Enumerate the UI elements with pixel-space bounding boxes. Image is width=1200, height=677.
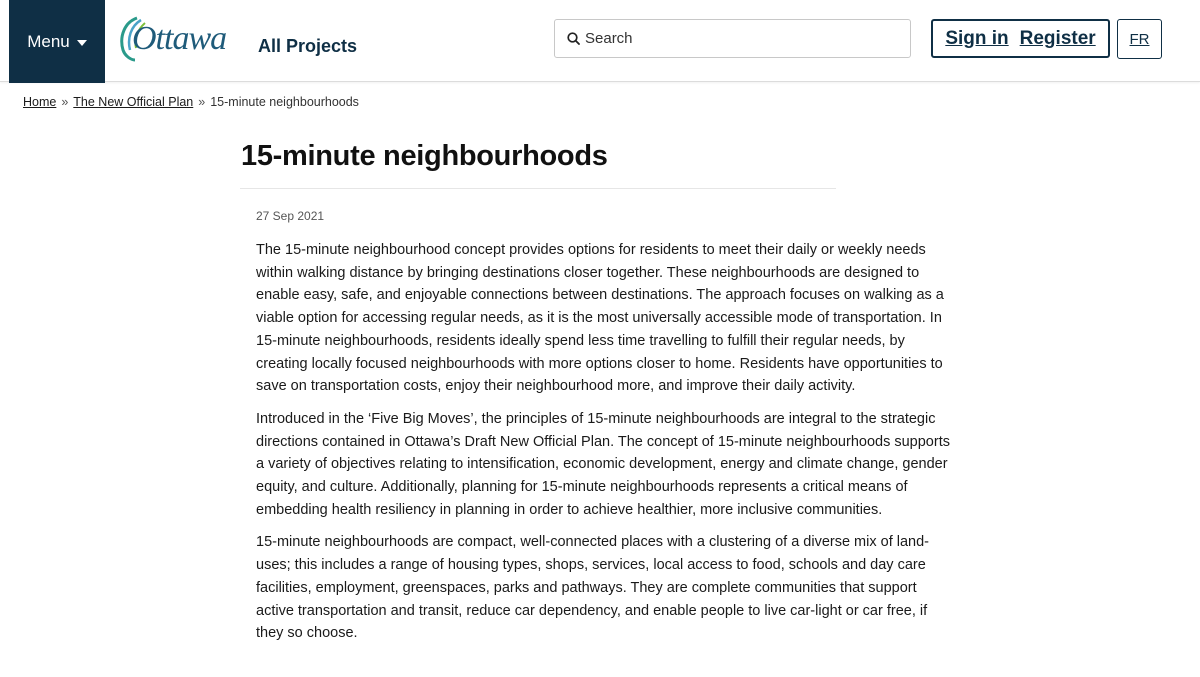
menu-button[interactable] (9, 0, 105, 83)
article-paragraph: 15-minute neighbourhoods are compact, well-connected places with a clustering of a diverse mix of land-uses; this includes a range of housing types, shops, services, local access to food, schools and day care facilities, employment, greenspaces, parks and pathways. They are complete communities that support active transportation and transit, reduce car dependency, and enable people to live car-light or car free, if they so choose. (256, 534, 929, 642)
article-paragraph: The 15-minute neighbourhood concept provides options for residents to meet their daily or weekly needs within walking distance by bringing destinations closer together. These neighbourhoods are designed to enable easy, safe, and enjoyable connections between destinations. The approach focuses on walking as a viable option for accessing regular needs, as it is the most universally accessible mode of transportation. In 15-minute neighbourhoods, residents ideally spend less time travelling to fulfill their regular needs, by creating locally focused neighbourhoods with more options closer to home. Residents have opportunities to save on transportation costs, enjoy their neighbourhood more, and improve their daily activity. (256, 242, 944, 395)
article-body (256, 239, 956, 655)
search-input[interactable] (585, 30, 885, 47)
site-header (0, 0, 1200, 82)
search-box[interactable] (554, 19, 911, 58)
sign-in-link[interactable]: Sign in (945, 27, 1009, 49)
breadcrumb (23, 95, 359, 109)
caret-down-icon (77, 40, 87, 46)
title-divider (240, 188, 836, 189)
language-toggle-button[interactable]: FR (1117, 19, 1162, 59)
breadcrumb-home-link[interactable]: Home (23, 95, 57, 109)
search-icon (567, 32, 580, 45)
breadcrumb-official-plan-link[interactable]: The New Official Plan (73, 95, 194, 109)
breadcrumb-current: 15-minute neighbourhoods (210, 95, 359, 109)
breadcrumb-separator: » (198, 95, 206, 109)
page-title: 15-minute neighbourhoods (241, 140, 608, 172)
menu-label: Menu (27, 31, 70, 51)
publish-date: 27 Sep 2021 (256, 209, 325, 223)
auth-box (931, 19, 1110, 58)
all-projects-link[interactable]: All Projects (258, 36, 358, 56)
register-link[interactable]: Register (1019, 27, 1096, 49)
ottawa-logo-text: Ottawa (132, 20, 227, 57)
article-paragraph: Introduced in the ‘Five Big Moves’, the principles of 15-minute neighbourhoods are integral to the strategic directions contained in Ottawa’s Draft New Official Plan. The concept of 15-minute neighbourhoods supports a variety of objectives relating to intensification, economic development, energy and climate change, gender equity, and culture. Additionally, planning for 15-minute neighbourhoods represents a critical means of embedding health resiliency in planning in order to achieve healthier, more inclusive communities. (256, 410, 950, 518)
breadcrumb-separator: » (61, 95, 69, 109)
